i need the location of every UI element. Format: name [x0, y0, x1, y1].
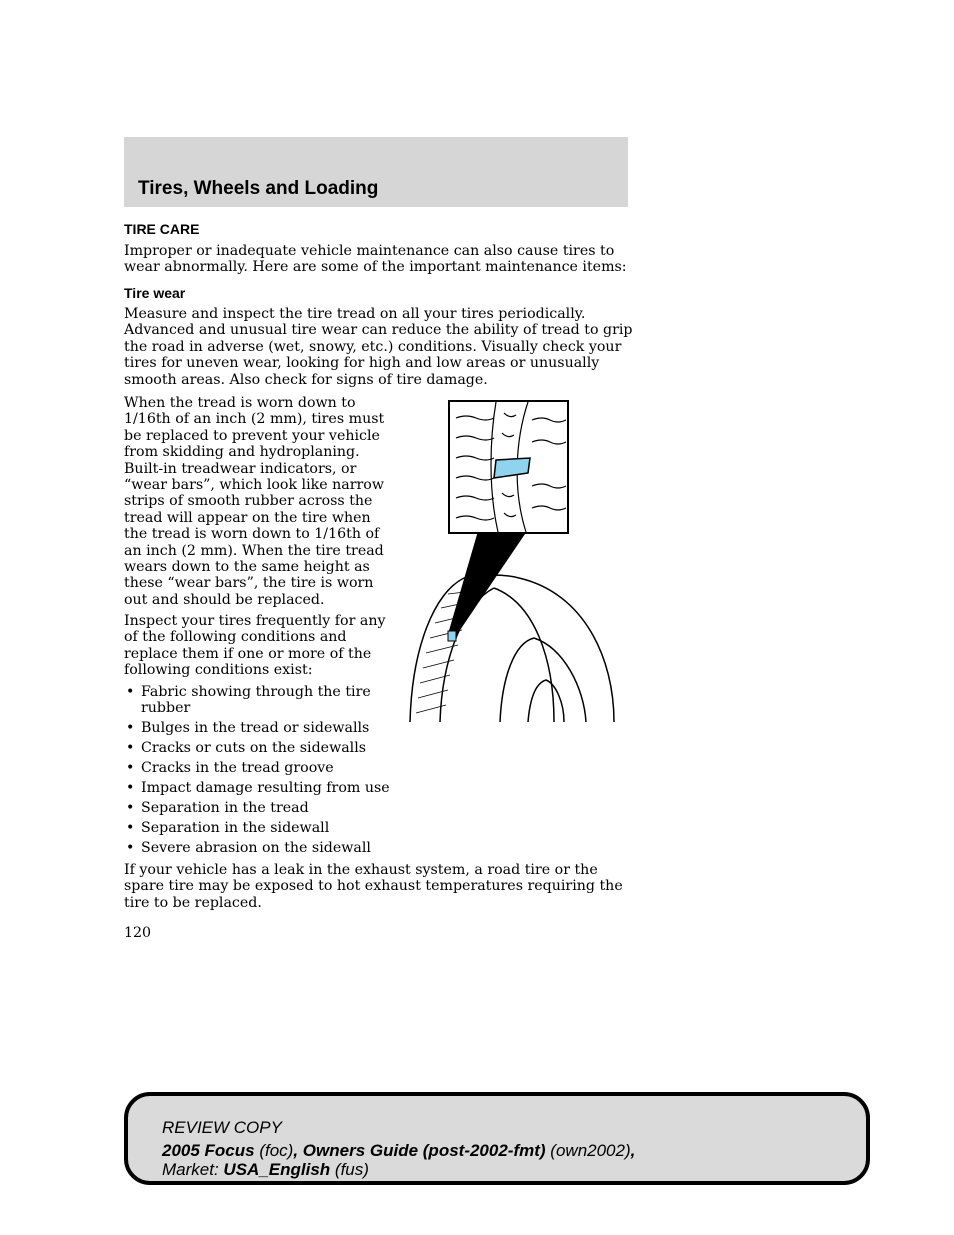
tire-wear-paragraph-2: When the tread is worn down to 1/16th of an inch (2 mm), tires must be replaced to prevent your vehicle from skidding and hydroplaning. Built-in treadwear indicators, or “wear bars”, which look like narrow strips of smooth rubber across the tread will appear on the tire when the tread is worn down to 1/16th of an inch (2 mm). When the tire tread wears down to the same height as these “wear bars”, the tire is worn out and should be replaced. [124, 395, 385, 608]
callout-pointer [448, 531, 527, 636]
list-item: • Separation in the sidewall [126, 820, 330, 837]
tire-tread-illustration [404, 398, 618, 728]
page-number: 120 [124, 925, 152, 941]
tire-care-heading: TIRE CARE [124, 221, 200, 237]
tire-drawing [410, 575, 614, 722]
list-item: • Bulges in the tread or sidewalls [126, 720, 370, 737]
list-item: • Separation in the tread [126, 800, 309, 817]
tire-care-intro: Improper or inadequate vehicle maintenance can also cause tires to wear abnormally. Here are some of the important maintenance items: [124, 243, 627, 276]
list-item: • Impact damage resulting from use [126, 780, 390, 797]
list-item: • Cracks or cuts on the sidewalls [126, 740, 367, 757]
list-item: • Fabric showing through the tire rubber [126, 684, 371, 717]
tire-wear-heading: Tire wear [124, 285, 186, 301]
tire-wear-paragraph-3: Inspect your tires frequently for any of the following conditions and replace them if one or more of the following conditions exist: [124, 613, 386, 679]
tire-wear-bar-marker [448, 631, 456, 641]
tire-wear-paragraph-1: Measure and inspect the tire tread on all your tires periodically. Advanced and unusual tire wear can reduce the ability of tread to grip the road in adverse (wet, snowy, etc.) conditions. Visually check your tires for uneven wear, looking for high and low areas or unusually smooth areas. Also check for signs of tire damage. [124, 306, 633, 388]
exhaust-paragraph: If your vehicle has a leak in the exhaust system, a road tire or the spare tire may be exposed to hot exhaust temperatures requiring the tire to be replaced. [124, 862, 623, 911]
review-copy-label: REVIEW COPY [162, 1118, 282, 1137]
list-item: • Cracks in the tread groove [126, 760, 334, 777]
review-model-line: 2005 Focus (foc), Owners Guide (post-2002-fmt) (own2002), [162, 1141, 636, 1160]
review-market-line: Market: USA_English (fus) [162, 1160, 369, 1179]
list-item: • Severe abrasion on the sidewall [126, 840, 371, 857]
section-title: Tires, Wheels and Loading [138, 178, 379, 199]
conditions-list [124, 684, 394, 860]
